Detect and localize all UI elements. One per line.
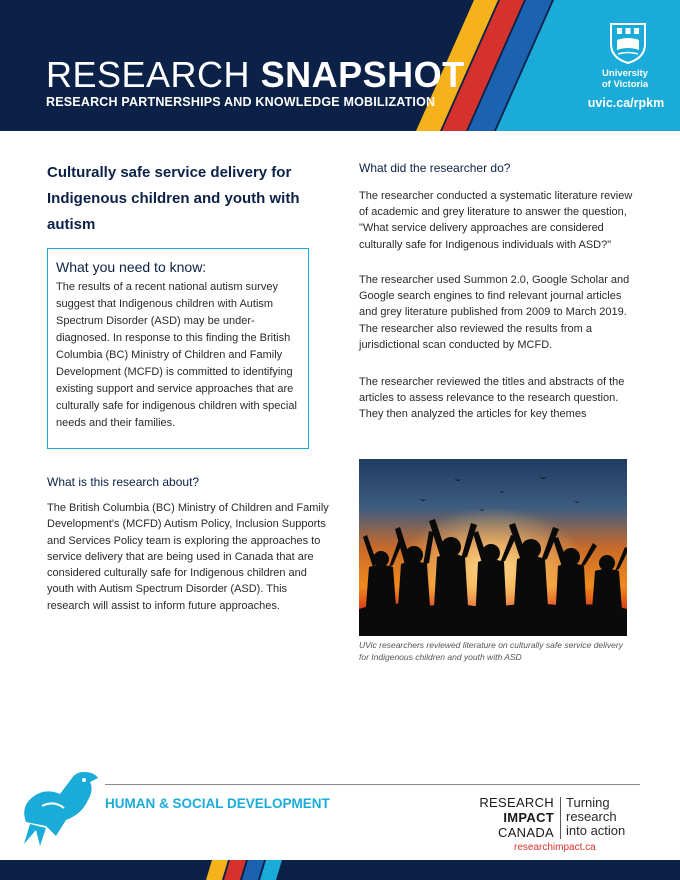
page-title: RESEARCH SNAPSHOT [46, 54, 465, 95]
photo-caption: UVic researchers reviewed literature on culturally safe service delivery for Indigenous children and youth with ASD [359, 640, 623, 662]
ric-tagline: Turning research into action [566, 795, 626, 838]
footer-divider [105, 784, 640, 785]
footer-stripes [0, 860, 680, 880]
need-to-know-text: The results of a recent national autism survey suggest that Indigenous children with Autism Spectrum Disorder (ASD) may be under-diagnosed. In response to this finding the British Columbia (BC) Ministry of Children and Family Development (MCFD) is committed to identifying existing support and service approaches that are culturally safe for indigenous children with special needs and their families. [56, 281, 297, 429]
about-text: The British Columbia (BC) Ministry of Children and Family Development's (MCFD) Autism Policy, Inclusion Supports and Services Policy team is exploring the approaches to service delivery that are being used in Canada that are considered culturally safe for Indigenous children and youth with Autism Spectrum Disorder (ASD). This research will assist to inform future approaches. [47, 502, 329, 612]
unit-name: HUMAN & SOCIAL DEVELOPMENT [105, 796, 330, 811]
header-banner [0, 0, 680, 131]
ric-url-link[interactable]: researchimpact.ca [514, 842, 596, 853]
did-paragraph-2: The researcher used Summon 2.0, Google Scholar and Google search engines to find relevant journal articles and grey literature published from 2009 to March 2019. The researcher also reviewed the results from a jurisdictional scan conducted by MCFD. [359, 274, 630, 351]
need-to-know-box [47, 248, 309, 449]
document-title: Culturally safe service delivery for Indigenous children and youth with autism [47, 164, 300, 233]
document-title-block [47, 160, 327, 238]
uvic-crest-icon [608, 22, 648, 64]
bird-logo-icon [16, 764, 102, 850]
uvic-panel [572, 0, 680, 131]
need-to-know-heading: What you need to know: [56, 259, 207, 275]
research-impact-canada-logo: RESEARCH IMPACT CANADA [479, 795, 554, 840]
footer-bar [0, 860, 680, 880]
about-heading: What is this research about? [47, 475, 200, 489]
university-name: University of Victoria [601, 68, 649, 90]
did-paragraph-1: The researcher conducted a systematic literature review of academic and grey literature to answer the question, "What service delivery approaches are considered culturally safe for Indigenous individuals with ASD?" [359, 190, 633, 251]
did-heading: What did the researcher do? [359, 161, 511, 175]
children-sunset-photo [359, 459, 627, 636]
did-paragraph-3: The researcher reviewed the titles and abstracts of the articles to assess relevance to the research question. They then analyzed the articles for key themes [359, 376, 625, 421]
program-url[interactable]: uvic.ca/rpkm [587, 96, 665, 110]
page-subtitle: RESEARCH PARTNERSHIPS AND KNOWLEDGE MOBILIZATION [46, 95, 436, 109]
logo-separator [560, 797, 561, 839]
